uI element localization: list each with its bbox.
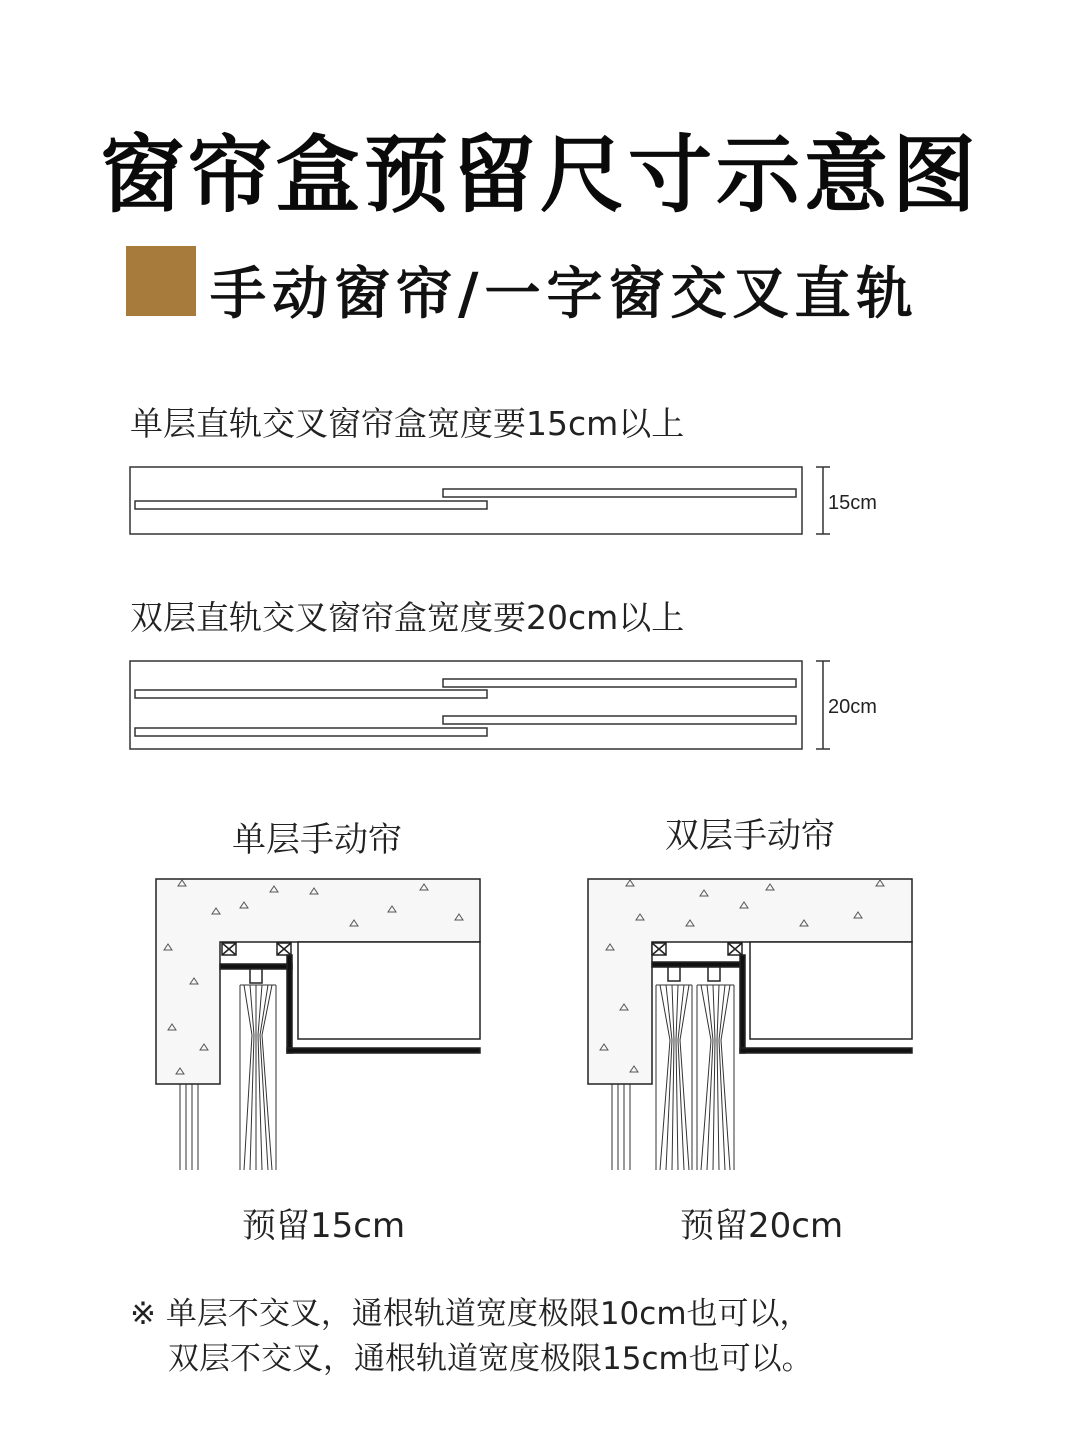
single-rail-track-right xyxy=(443,489,796,497)
double-rail-diagram xyxy=(130,661,830,749)
section-subtitle: 手动窗帘/一字窗交叉直轨 xyxy=(210,262,919,327)
double-rail-track-2 xyxy=(135,690,487,698)
single-dimension-label: 15cm xyxy=(828,492,877,514)
single-curtain-title: 单层手动帘 xyxy=(232,820,402,860)
single-rail-diagram xyxy=(130,467,830,534)
double-curtain-section xyxy=(588,879,912,1170)
page-title: 窗帘盒预留尺寸示意图 xyxy=(99,126,980,224)
double-curtain-reserve: 预留20cm xyxy=(680,1206,844,1246)
double-dimension-label: 20cm xyxy=(828,696,877,718)
double-rail-track-4 xyxy=(135,728,487,736)
double-rail-description: 双层直轨交叉窗帘盒宽度要20cm以上 xyxy=(130,598,685,637)
double-rail-track-1 xyxy=(443,679,796,687)
single-rail-track-left xyxy=(135,501,487,509)
single-curtain-reserve: 预留15cm xyxy=(242,1206,406,1246)
single-curtain-section xyxy=(156,879,480,1170)
single-rail-description: 单层直轨交叉窗帘盒宽度要15cm以上 xyxy=(130,404,685,443)
double-curtain-title: 双层手动帘 xyxy=(665,816,835,856)
note-line-2: 双层不交叉，通根轨道宽度极限15cm也可以。 xyxy=(168,1341,813,1377)
double-rail-track-3 xyxy=(443,716,796,724)
note-line-1: ※ 单层不交叉，通根轨道宽度极限10cm也可以， xyxy=(130,1296,811,1332)
